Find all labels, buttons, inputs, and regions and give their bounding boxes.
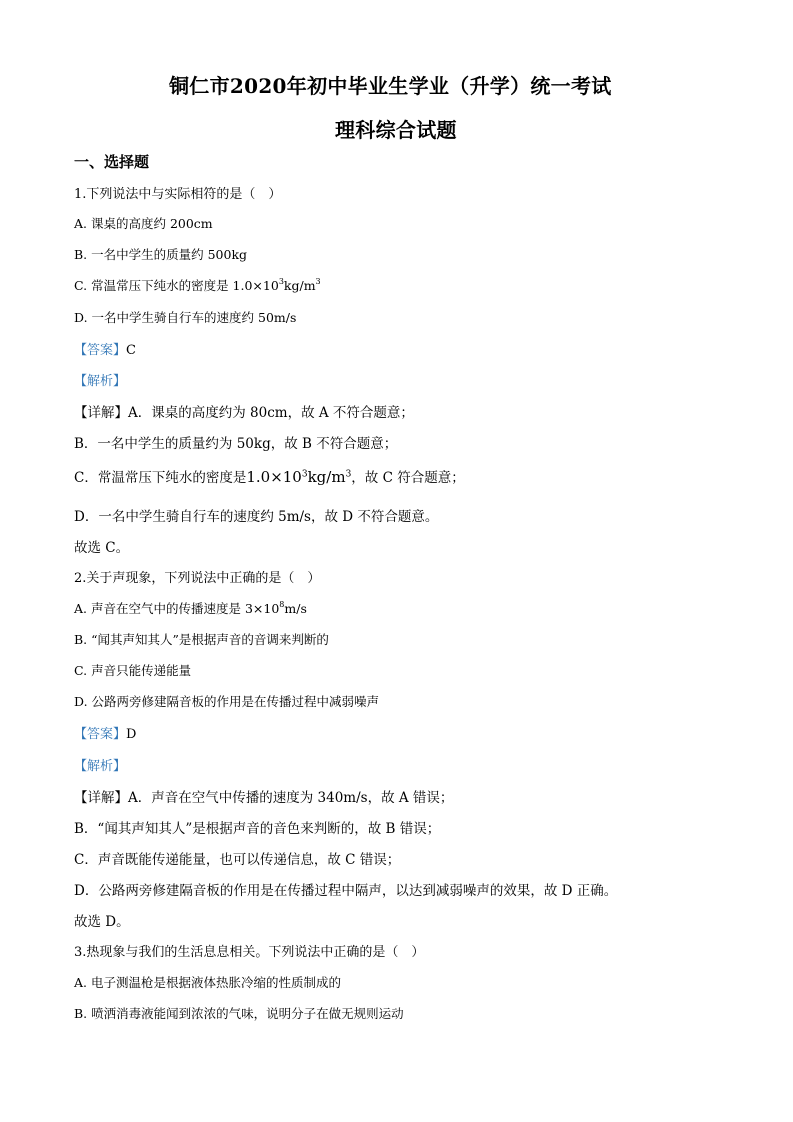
- question-1-analysis-tag: 【解析】: [74, 374, 127, 389]
- option-c-exponent: 3: [278, 276, 284, 286]
- question-1-option-b: B. 一名中学生的质量约 500kg: [74, 247, 248, 262]
- question-3-option-b: B. 喷洒消毒液能闻到浓浓的气味，说明分子在做无规则运动: [74, 1006, 404, 1021]
- question-2-detail-d: D．公路两旁修建隔音板的作用是在传播过程中隔声，以达到减弱噪声的效果，故 D 正确。: [74, 883, 618, 899]
- question-2-stem: 2.关于声现象，下列说法中正确的是（ ）: [74, 571, 321, 586]
- question-3-option-a: A. 电子测温枪是根据液体热胀冷缩的性质制成的: [74, 975, 341, 990]
- question-1-stem: 1.下列说法中与实际相符的是（ ）: [74, 187, 282, 202]
- option-a-unit: m/s: [284, 601, 307, 616]
- question-1-detail-b: B．一名中学生的质量约为 50kg，故 B 不符合题意；: [74, 436, 398, 452]
- detail-c-post: ，故 C 符合题意；: [351, 470, 465, 486]
- question-2-option-a: [74, 599, 307, 617]
- question-3-stem: 3.热现象与我们的生活息息相关。下列说法中正确的是（ ）: [74, 945, 425, 960]
- option-a-text: A. 声音在空气中的传播速度是 3×10: [74, 601, 280, 616]
- question-1-conclusion: 故选 C。: [74, 540, 130, 556]
- option-c-unit-exponent: 3: [315, 276, 321, 286]
- option-c-text: C. 常温常压下纯水的密度是 1.0×10: [74, 278, 279, 293]
- question-1-detail-a: 【详解】A．课桌的高度约为 80cm，故 A 不符合题意；: [74, 405, 414, 421]
- answer-value: C: [126, 343, 136, 358]
- question-1-option-c: [74, 276, 321, 294]
- question-2-option-b: B. “闻其声知其人”是根据声音的音调来判断的: [74, 632, 329, 647]
- question-1-detail-d: D．一名中学生骑自行车的速度约 5m/s，故 D 不符合题意。: [74, 509, 439, 525]
- question-2-analysis-tag: 【解析】: [74, 759, 127, 774]
- question-1-answer: [74, 339, 136, 358]
- detail-c-exponent: 3: [301, 469, 308, 480]
- detail-c-unit-exponent: 3: [345, 469, 352, 480]
- question-1-option-d: D. 一名中学生骑自行车的速度约 50m/s: [74, 310, 297, 325]
- answer-value: D: [126, 727, 137, 742]
- question-2-option-d: D. 公路两旁修建隔音板的作用是在传播过程中减弱噪声: [74, 694, 380, 709]
- section-heading: 一、选择题: [74, 153, 150, 171]
- page-subtitle: 理科综合试题: [335, 118, 457, 142]
- page-title: 铜仁市2020年初中毕业生学业（升学）统一考试: [169, 74, 612, 98]
- question-2-option-c: C. 声音只能传递能量: [74, 663, 192, 678]
- question-1-detail-c: [74, 466, 465, 486]
- answer-tag: 【答案】: [74, 343, 127, 358]
- question-2-detail-b: B．“闻其声知其人”是根据声音的音色来判断的，故 B 错误；: [74, 821, 441, 837]
- question-2-conclusion: 故选 D。: [74, 914, 130, 930]
- detail-c-math: 1.0×10: [246, 468, 302, 486]
- question-2-answer: [74, 723, 136, 742]
- option-c-unit: kg/m: [283, 278, 316, 293]
- question-2-detail-a: 【详解】A．声音在空气中传播的速度为 340m/s，故 A 错误；: [74, 790, 454, 806]
- option-a-exponent: 8: [279, 599, 285, 609]
- question-1-option-a: A. 课桌的高度约 200cm: [74, 216, 213, 231]
- detail-c-unit: kg/m: [307, 468, 346, 486]
- question-2-detail-c: C．声音既能传递能量，也可以传递信息，故 C 错误；: [74, 852, 401, 868]
- answer-tag: 【答案】: [74, 727, 127, 742]
- detail-c-text: C．常温常压下纯水的密度是: [74, 470, 247, 486]
